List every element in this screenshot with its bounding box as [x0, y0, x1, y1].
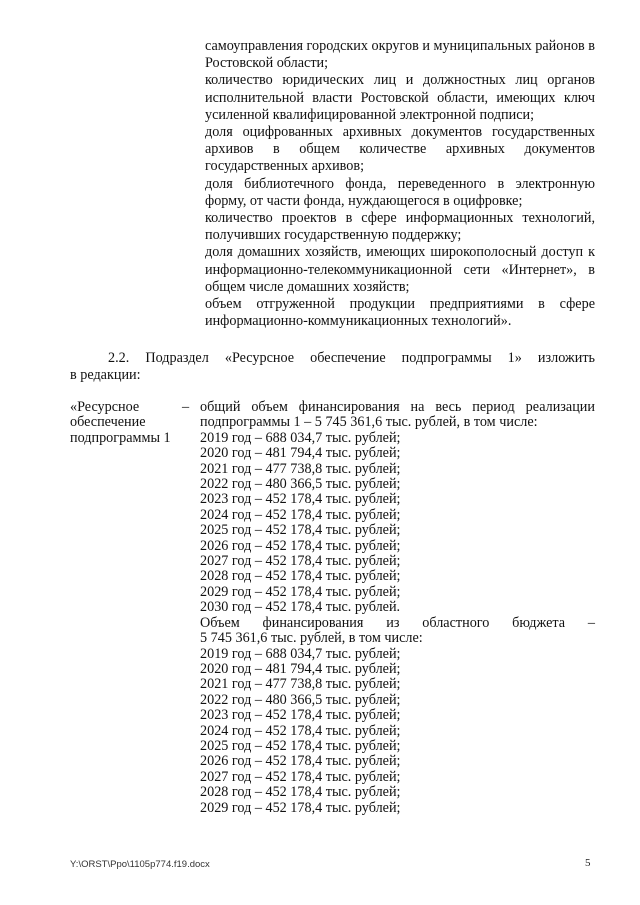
year-funding-line: 2026 год – 452 178,4 тыс. рублей; [200, 753, 401, 770]
year-funding-line: 2021 год – 477 738,8 тыс. рублей; [200, 676, 401, 693]
resource-label-line: подпрограммы 1 [70, 429, 171, 446]
year-funding-line: 2027 год – 452 178,4 тыс. рублей; [200, 553, 401, 570]
year-funding-line: 2027 год – 452 178,4 тыс. рублей; [200, 768, 401, 785]
resource-content [200, 400, 595, 816]
year-funding-line: 2028 год – 452 178,4 тыс. рублей; [200, 568, 401, 585]
regional-funding-line: 5 745 361,6 тыс. рублей, в том числе: [200, 630, 423, 647]
year-funding-line: 2023 год – 452 178,4 тыс. рублей; [200, 707, 401, 724]
regional-funding-line: Объем финансирования из областного бюджета – [200, 614, 595, 631]
year-funding-line: 2025 год – 452 178,4 тыс. рублей; [200, 522, 401, 539]
section-line-2: в редакции: [70, 367, 141, 384]
page-number: 5 [585, 857, 591, 869]
year-funding-line: 2024 год – 452 178,4 тыс. рублей; [200, 722, 401, 739]
year-funding-line: 2020 год – 481 794,4 тыс. рублей; [200, 445, 401, 462]
indicator-item: количество юридических лиц и должностных лиц органов исполнительной власти Ростовской области, имеющих ключ усиленной квалифицированной электронной подписи; [205, 72, 595, 123]
indicator-list [205, 38, 595, 330]
section-line-1: 2.2. Подраздел «Ресурсное обеспечение подпрограммы 1» изложить [108, 350, 595, 366]
year-funding-line: 2030 год – 452 178,4 тыс. рублей. [200, 599, 401, 616]
year-funding-line: 2026 год – 452 178,4 тыс. рублей; [200, 537, 401, 554]
year-funding-line: 2019 год – 688 034,7 тыс. рублей; [200, 429, 401, 446]
indicator-item: доля библиотечного фонда, переведенного в электронную форму, от части фонда, нуждающегося в оцифровке; [205, 175, 595, 209]
year-funding-line: 2024 год – 452 178,4 тыс. рублей; [200, 506, 401, 523]
section-paragraph [70, 350, 595, 384]
indicator-item: количество проектов в сфере информационных технологий, получивших государственную поддержку; [205, 210, 595, 244]
resource-label-line: «Ресурсное [70, 399, 140, 415]
indicator-item: доля домашних хозяйств, имеющих широкополосный доступ к информационно-телекоммуникационной сети «Интернет», в общем числе домашних хозяйств; [205, 244, 595, 295]
year-funding-line: 2019 год – 688 034,7 тыс. рублей; [200, 645, 401, 662]
year-funding-line: 2022 год – 480 366,5 тыс. рублей; [200, 476, 401, 493]
footer-file-path: Y:\ORST\Ppo\1105p774.f19.docx [70, 859, 210, 870]
resource-label-line: обеспечение [70, 414, 146, 431]
total-funding-line: общий объем финансирования на весь период реализации [200, 399, 595, 415]
year-funding-line: 2028 год – 452 178,4 тыс. рублей; [200, 784, 401, 801]
resource-label [70, 400, 180, 446]
indicator-item: доля оцифрованных архивных документов государственных архивов в общем количестве архивных документов государственных архивов; [205, 124, 595, 175]
indicator-item: объем отгруженной продукции предприятиями в сфере информационно-коммуникационных технологий». [205, 296, 595, 330]
year-funding-line: 2022 год – 480 366,5 тыс. рублей; [200, 691, 401, 708]
total-funding-line: подпрограммы 1 – 5 745 361,6 тыс. рублей, в том числе: [200, 414, 538, 431]
resource-dash: – [182, 399, 190, 415]
indicator-item: самоуправления городских округов и муниципальных районов в Ростовской области; [205, 38, 595, 72]
year-funding-line: 2029 год – 452 178,4 тыс. рублей; [200, 583, 401, 600]
year-funding-line: 2023 год – 452 178,4 тыс. рублей; [200, 491, 401, 508]
year-funding-line: 2021 год – 477 738,8 тыс. рублей; [200, 460, 401, 477]
year-funding-line: 2029 год – 452 178,4 тыс. рублей; [200, 799, 401, 816]
year-funding-line: 2025 год – 452 178,4 тыс. рублей; [200, 737, 401, 754]
year-funding-line: 2020 год – 481 794,4 тыс. рублей; [200, 660, 401, 677]
